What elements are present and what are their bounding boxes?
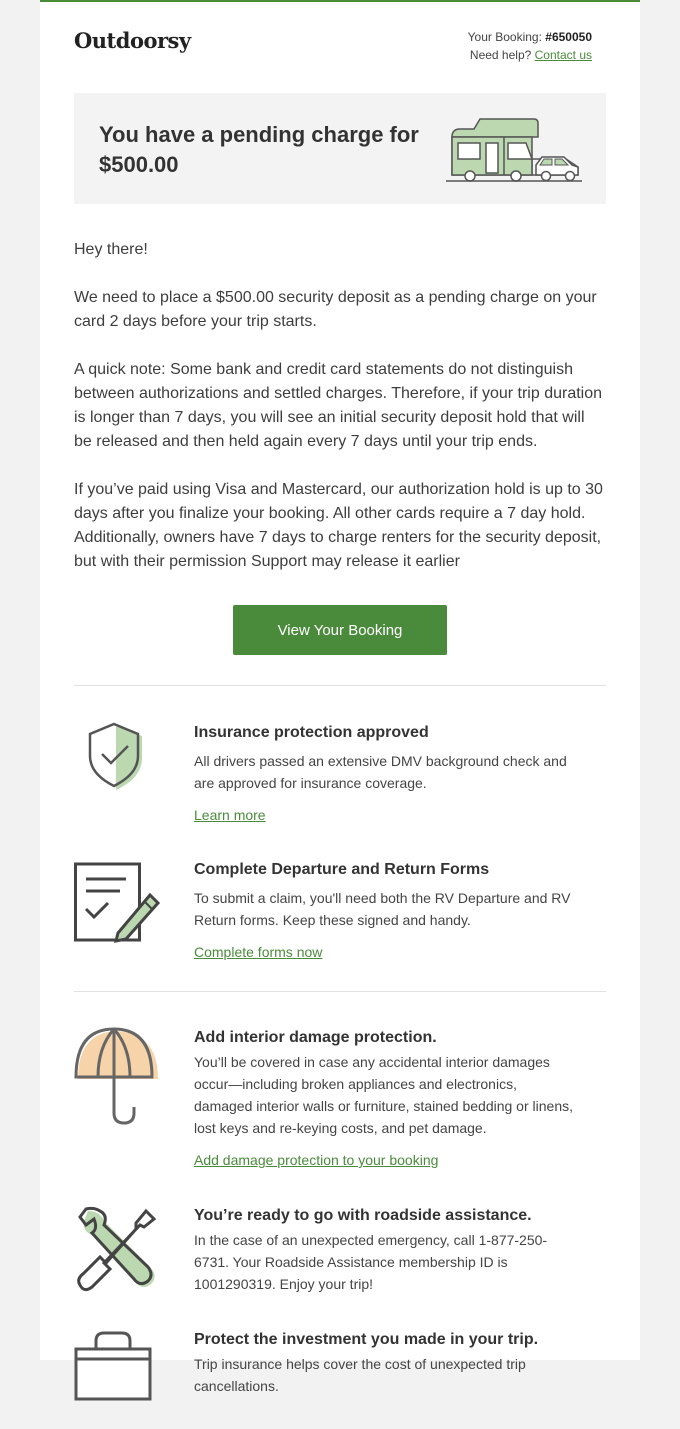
- shield-check-icon: [74, 722, 160, 822]
- feature-description: In the case of an unexpected emergency, call 1-877-250-6731. Your Roadside Assistance membership ID is 1001290319. Enjoy your trip!: [194, 1232, 548, 1292]
- deposit-paragraph: We need to place a $500.00 security deposit as a pending charge on your card 2 days before your trip starts.: [74, 289, 597, 330]
- outdoorsy-logo[interactable]: [74, 28, 191, 56]
- greeting: Hey there!: [74, 241, 148, 258]
- divider: [74, 991, 606, 992]
- feature-title: Protect the investment you made in your trip.: [194, 1331, 539, 1348]
- authorization-hold-paragraph: If you’ve paid using Visa and Mastercard, our authorization hold is up to 30 days after you finalize your booking. All other cards require a 7 day hold. Additionally, owners have 7 days to charge renters for the security deposit, but with their permission Support may release it earlier: [74, 481, 603, 570]
- form-pencil-icon: [74, 859, 160, 959]
- view-booking-button[interactable]: View Your Booking: [233, 605, 447, 655]
- contact-us-link[interactable]: Contact us: [534, 48, 592, 62]
- booking-label: Your Booking:: [467, 30, 546, 44]
- booking-info: [468, 28, 592, 64]
- feature-description: To submit a claim, you'll need both the RV Departure and RV Return forms. Keep these signed and handy.: [194, 890, 571, 928]
- divider: [74, 685, 606, 686]
- feature-title: You’re ready to go with roadside assistance.: [194, 1207, 532, 1224]
- feature-title: Insurance protection approved: [194, 724, 429, 741]
- rv-camper-icon: [446, 115, 582, 185]
- help-label: Need help?: [469, 48, 535, 62]
- wrench-screwdriver-icon: [74, 1205, 160, 1305]
- logo-text: Outdoorsy: [74, 28, 191, 53]
- complete-forms-link[interactable]: Complete forms now: [194, 944, 323, 960]
- umbrella-icon: [74, 1027, 160, 1127]
- feature-title: Add interior damage protection.: [194, 1029, 437, 1046]
- email-body: [40, 0, 640, 1394]
- briefcase-icon: [74, 1329, 160, 1429]
- booking-number: #650050: [545, 30, 592, 44]
- pending-charge-banner: [74, 93, 606, 204]
- feature-title: Complete Departure and Return Forms: [194, 861, 490, 878]
- learn-more-link[interactable]: Learn more: [194, 807, 266, 823]
- statement-note-paragraph: A quick note: Some bank and credit card statements do not distinguish between authorizations and settled charges. Therefore, if your trip duration is longer than 7 days, you will see an initial security deposit hold that will be released and then held again every 7 days until your trip ends.: [74, 361, 603, 450]
- feature-description: You’ll be covered in case any accidental interior damages occur—including broken appliances and electronics, damaged interior walls or furniture, stained bedding or linens, lost keys and re-keying costs, and pet damage.: [194, 1054, 573, 1136]
- add-damage-protection-link[interactable]: Add damage protection to your booking: [194, 1152, 439, 1168]
- hero-title: You have a pending charge for $500.00: [99, 122, 419, 177]
- booking-line: [468, 28, 592, 46]
- help-line: [468, 46, 592, 64]
- feature-description: All drivers passed an extensive DMV background check and are approved for insurance coverage.: [194, 753, 567, 791]
- message-body: [74, 238, 606, 598]
- feature-description: Trip insurance helps cover the cost of unexpected trip cancellations.: [194, 1356, 526, 1394]
